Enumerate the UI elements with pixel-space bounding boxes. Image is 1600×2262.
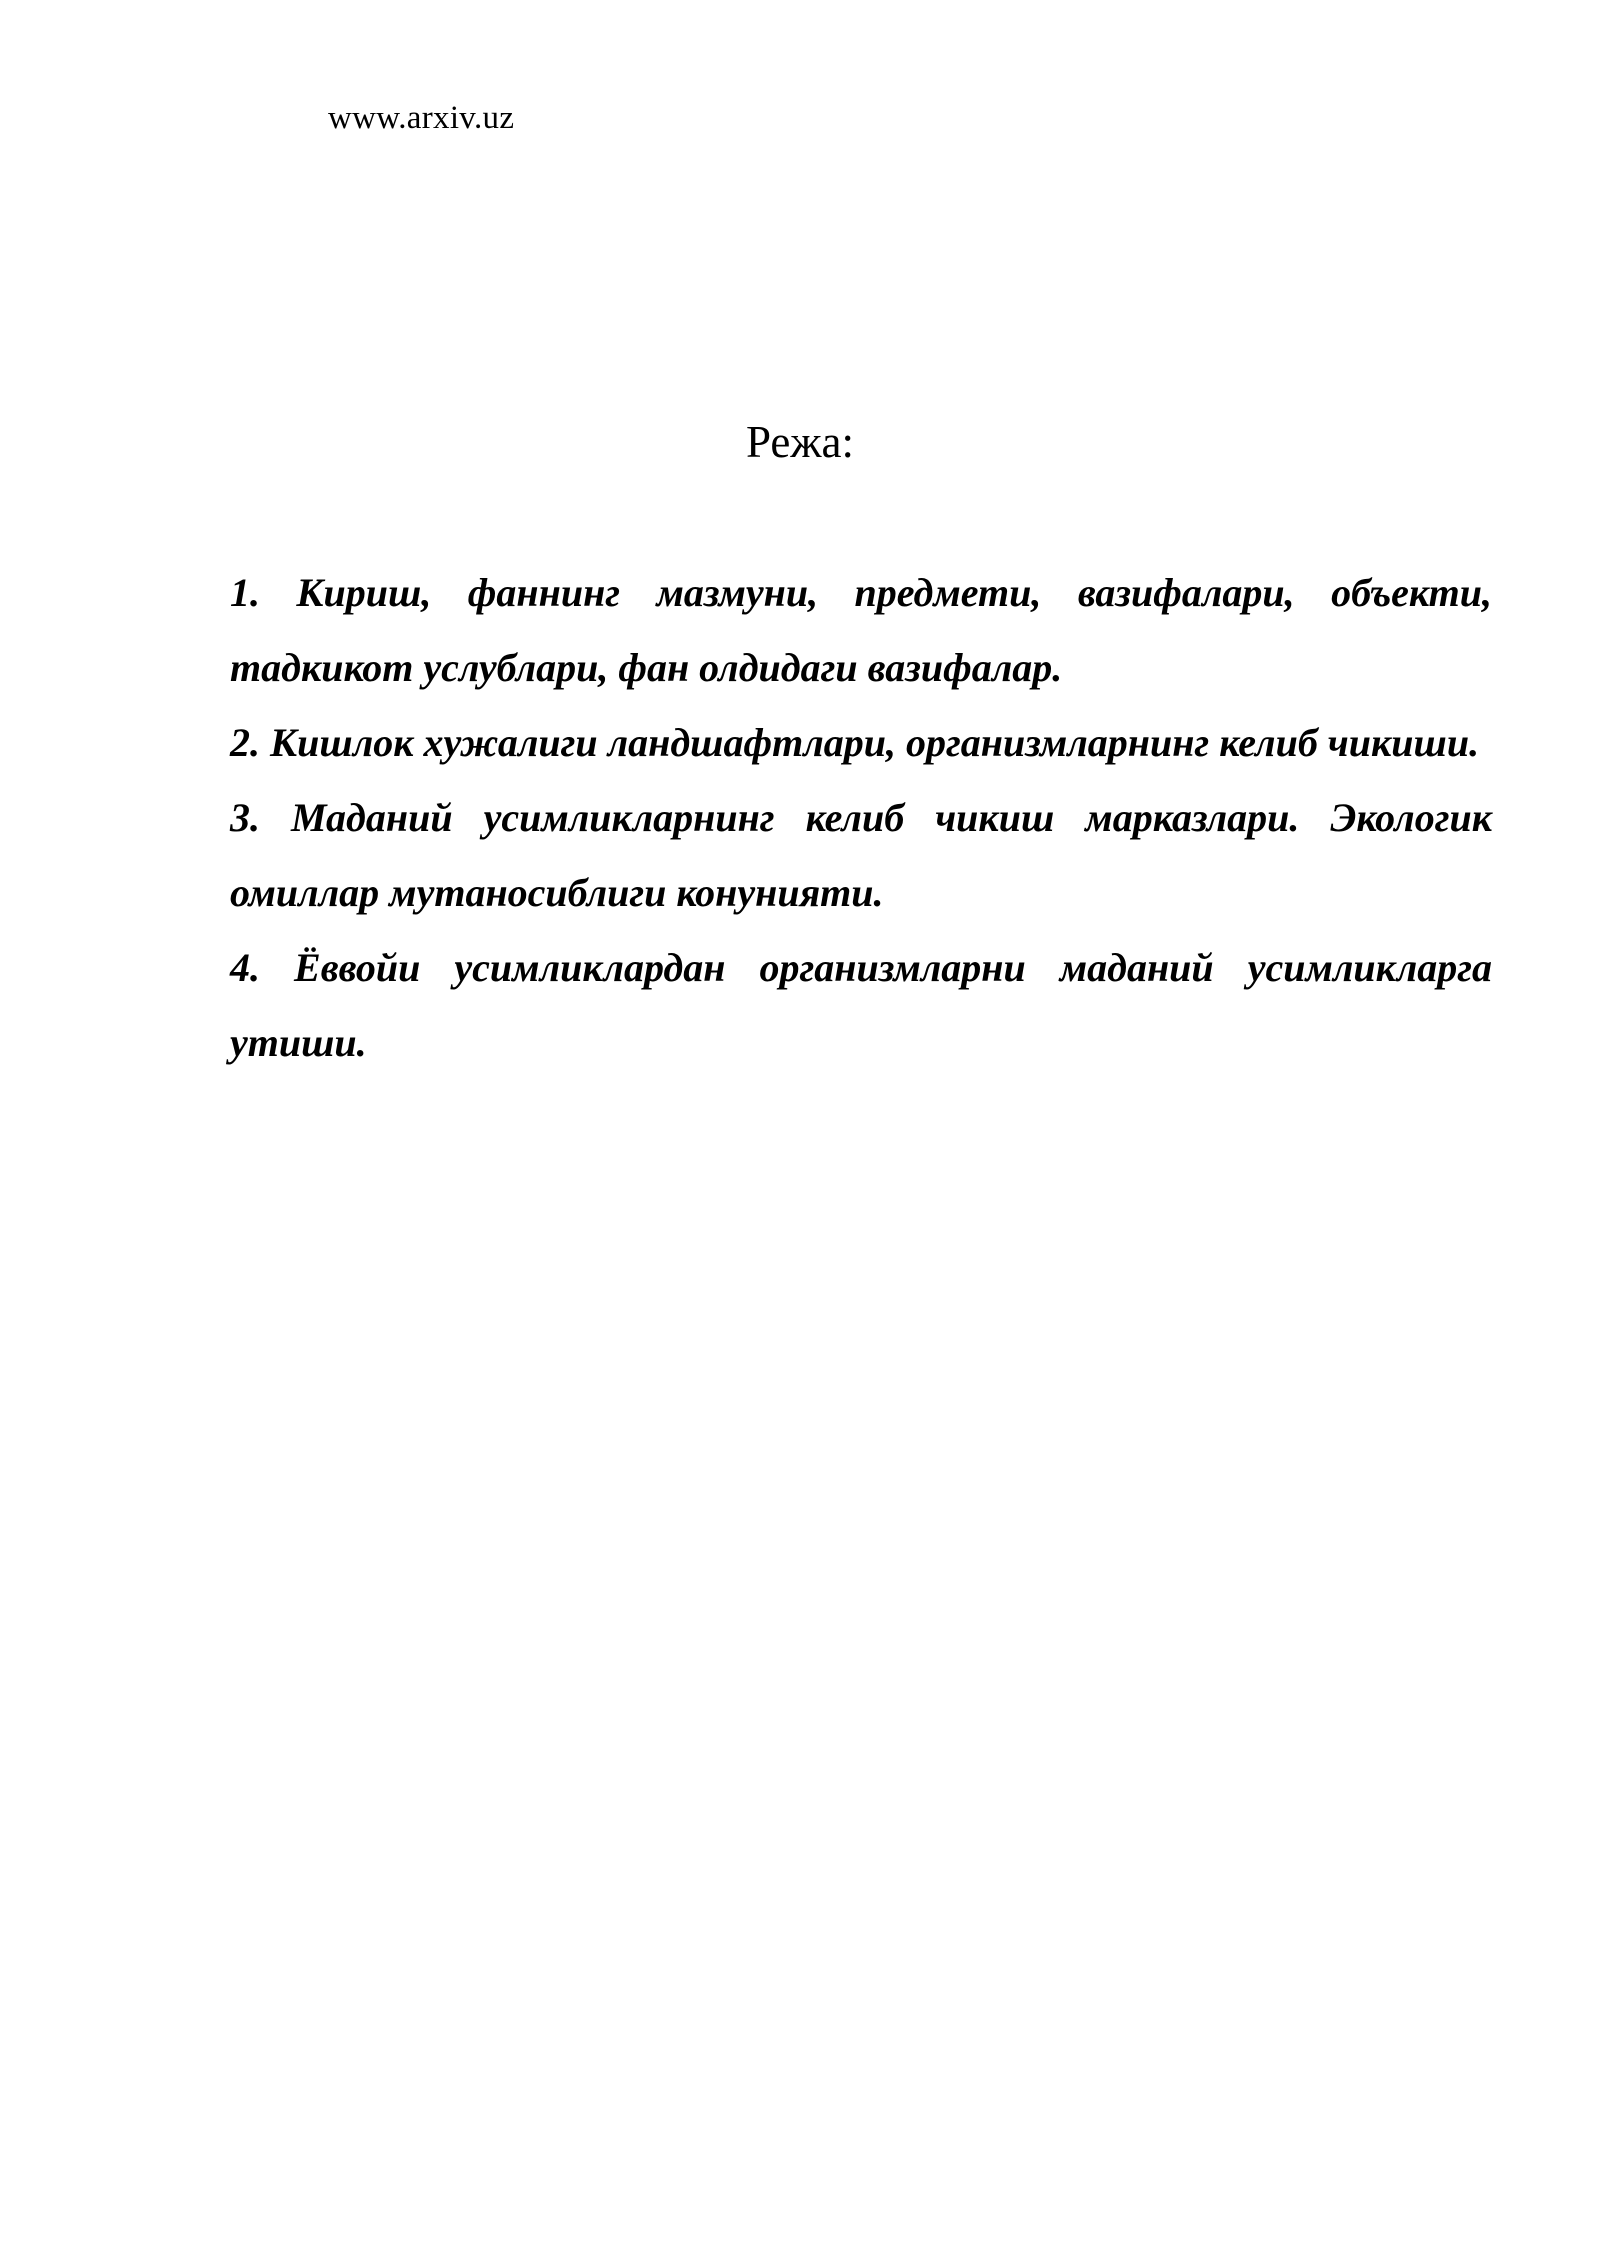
plan-title: Режа:	[746, 417, 854, 467]
plan-item: 1. Кириш, фаннинг мазмуни, предмети, вазифалари, объекти, тадкикот услублари, фан олдидаги вазифалар.	[230, 570, 1492, 690]
plan-item: 3. Маданий усимликларнинг келиб чикиш марказлари. Экологик омиллар мутаносиблиги конунияти.	[230, 795, 1492, 915]
plan-item: 4. Ёввойи усимликлардан организмларни маданий усимликларга утиши.	[230, 945, 1492, 1065]
plan-list	[230, 555, 1492, 1080]
plan-item: 2. Кишлок хужалиги ландшафтлари, организмларнинг келиб чикиши.	[230, 720, 1480, 765]
header-url: www.arxiv.uz	[328, 100, 515, 136]
